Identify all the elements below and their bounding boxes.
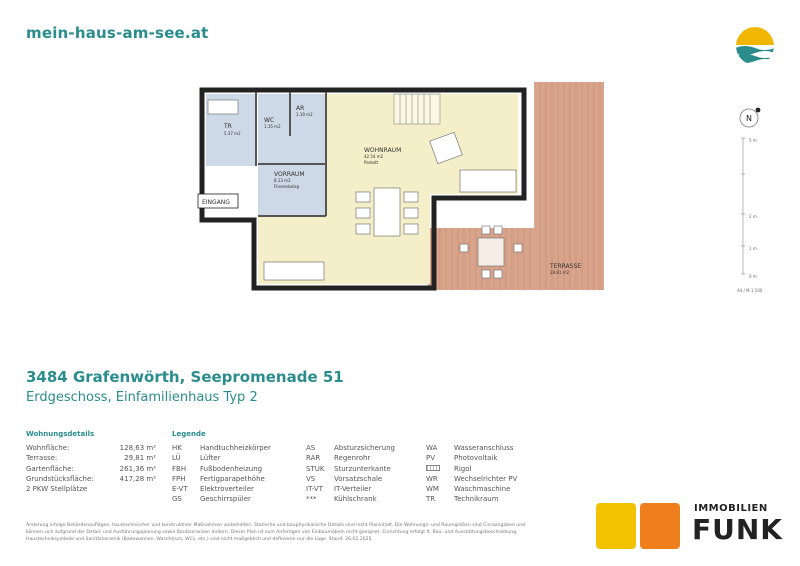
legend-item: Rigol xyxy=(426,464,517,474)
wc-area: 1.35 m2 xyxy=(264,124,281,129)
legend-item: WA Wasseranschluss xyxy=(426,444,514,452)
tr-label: TR xyxy=(224,123,232,130)
eingang-label: EINGANG xyxy=(202,199,230,206)
stairs xyxy=(394,94,440,124)
north-label: N xyxy=(746,114,752,123)
floor-plan xyxy=(178,76,618,322)
legend-item: WR Wechselrichter PV xyxy=(426,474,518,483)
ar-label: AR xyxy=(296,105,305,112)
details-list xyxy=(26,443,156,494)
rigol-hatch-icon xyxy=(426,465,440,471)
scale-mark-0: 0 m xyxy=(749,274,757,279)
legend-column-2 xyxy=(306,443,395,505)
legend-item: WM Waschmaschine xyxy=(426,485,511,494)
legend-item: VS Vorsatzschale xyxy=(306,474,383,483)
legend-item: AS Absturzsicherung xyxy=(306,444,395,452)
site-url[interactable]: mein-haus-am-see.at xyxy=(26,24,209,42)
logo-text-bottom: FUNK xyxy=(692,513,783,546)
legend-item: FPH Fertigparapethöhe xyxy=(172,474,265,483)
details-heading: Wohnungsdetails xyxy=(26,430,95,438)
scale-text: A4 / M 1:100 xyxy=(737,288,763,293)
wohnraum-label: WOHNRAUM xyxy=(364,147,402,154)
north-arrow-icon xyxy=(737,106,765,130)
legend-item: LÜ Lüfter xyxy=(172,454,221,463)
legend-item: FBH Fußbodenheizung xyxy=(172,464,263,473)
immobilien-funk-logo xyxy=(596,503,786,555)
disclaimer-text: Änderung infolge Behördenauflagen, haustechnischer und konstruktiver Maßnahmen vorbehalten. Statische und bauphysikalische Details sind nicht Planinhalt. Die Wohnungs- und Raumgrößen sind Circaangaben und können sich aufgrund der Detail- und Ausführungsplanung sowie Bautoleranzen ändern. Dieser Plan ist zum Anfertigen von Einbaumöbeln nicht geeignet. Einrichtung erfolgt lt. Bau- und Ausstattungsbeschreibung. Haustechniksymbole und Sanitärkeramik (Badewannen, Waschtisch, WCs, etc.) sind nicht maßgeblich und definieren nur die Lage. Stand: 26.02.2025 xyxy=(26,523,526,542)
vorraum-area: 8.13 m2 xyxy=(274,178,291,183)
detail-row: 2 PKW Stellplätze xyxy=(26,485,88,494)
detail-row: Wohnfläche: 128,63 m² xyxy=(26,444,156,452)
wohnraum-area: 42.54 m2 xyxy=(364,154,384,159)
terrasse-label: TERRASSE xyxy=(550,263,582,270)
wohnraum-floor-type: Parkett xyxy=(364,160,379,165)
detail-row: Gartenfläche: 261,36 m² xyxy=(26,464,156,473)
vorraum-label: VORRAUM xyxy=(274,171,305,178)
legend-item: E-VT Elektroverteiler xyxy=(172,485,254,494)
legend-item: RAR Regenrohr xyxy=(306,454,371,463)
legend-item: STUK Sturzunterkante xyxy=(306,464,391,473)
vorraum-floor-type: Fliesenbelag xyxy=(274,184,300,189)
logo-orange-square xyxy=(640,503,680,549)
terrasse-area: 28.81 m2 xyxy=(550,270,570,275)
floor-subtitle: Erdgeschoss, Einfamilienhaus Typ 2 xyxy=(26,390,258,405)
detail-row: Terrasse: 29,81 m² xyxy=(26,454,156,463)
detail-row: Grundstücksfläche: 417,28 m² xyxy=(26,474,156,483)
legend-column-3 xyxy=(426,443,517,505)
scale-mark-1: 1 m xyxy=(749,246,757,251)
legend-heading: Legende xyxy=(172,430,206,438)
address-heading: 3484 Grafenwörth, Seepromenade 51 xyxy=(26,368,344,386)
legend-item: TR Technikraum xyxy=(426,495,499,504)
legend-column-1 xyxy=(172,443,271,505)
legend-item: GS Geschirrspüler xyxy=(172,495,251,504)
legend-item: IT-VT IT-Verteiler xyxy=(306,485,372,494)
legend-item: HK Handtuchheizkörper xyxy=(172,444,271,452)
logo-yellow-square xyxy=(596,503,636,549)
tr-area: 5.37 m2 xyxy=(224,131,241,136)
lake-logo-icon xyxy=(735,26,775,66)
ar-wc-floor xyxy=(258,94,326,164)
logo-text-top: IMMOBILIEN xyxy=(694,503,768,514)
scale-bar xyxy=(735,134,765,320)
legend-item: *** Kühlschrank xyxy=(306,495,377,504)
legend-item: PV Photovoltaik xyxy=(426,454,498,463)
ar-area: 1.19 m2 xyxy=(296,112,313,117)
scale-mark-2: 2 m xyxy=(749,214,757,219)
wc-label: WC xyxy=(264,117,275,124)
scale-mark-5: 5 m xyxy=(749,138,757,143)
